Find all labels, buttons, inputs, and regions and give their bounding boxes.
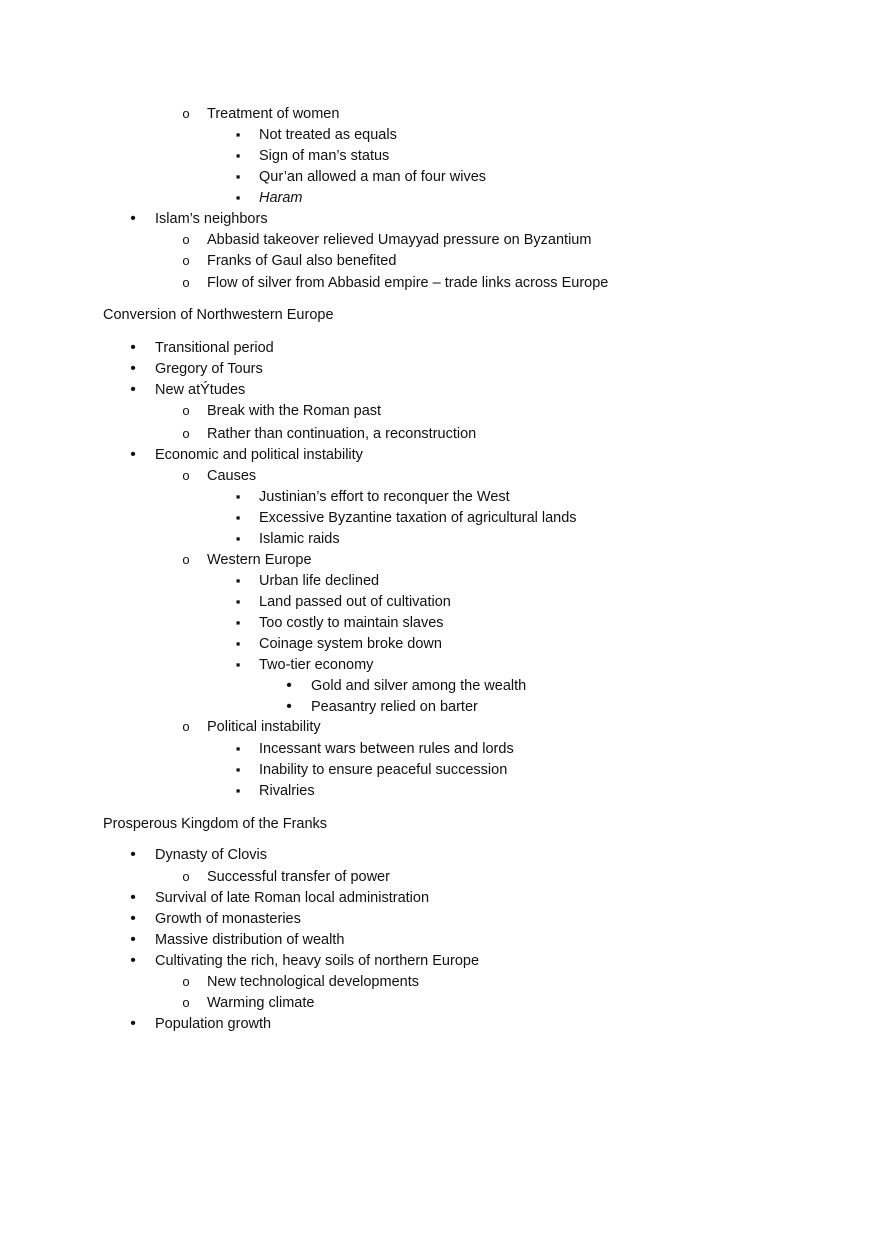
circle-bullet-icon — [179, 467, 193, 485]
square-bullet-icon — [231, 168, 245, 186]
list-item-level3: Urban life declined — [259, 573, 380, 589]
square-bullet-icon — [231, 530, 245, 548]
circle-bullet-icon — [179, 973, 193, 991]
square-bullet-icon — [231, 189, 245, 207]
list-item-level2: Treatment of women — [207, 106, 340, 122]
list-item-level3: Haram — [259, 190, 303, 206]
list-item-level3: Too costly to maintain slaves — [259, 615, 444, 631]
disc-bullet-icon — [126, 952, 140, 970]
list-item-level2: New technological developments — [207, 974, 419, 990]
list-item-level3: Islamic raids — [259, 531, 340, 547]
list-item-level2: Franks of Gaul also benefited — [207, 253, 397, 269]
circle-bullet-icon — [179, 274, 193, 292]
circle-bullet-icon — [179, 994, 193, 1012]
disc-bullet-icon — [282, 698, 296, 716]
list-item-level3: Rivalries — [259, 783, 315, 799]
square-bullet-icon — [231, 656, 245, 674]
list-item-level4: Gold and silver among the wealth — [311, 678, 527, 694]
list-item-level1: Massive distribution of wealth — [155, 932, 345, 948]
square-bullet-icon — [231, 782, 245, 800]
list-item-level2: Political instability — [207, 719, 321, 735]
list-item-level3: Sign of man’s status — [259, 148, 390, 164]
list-item-level1: Economic and political instability — [155, 447, 363, 463]
disc-bullet-icon — [126, 931, 140, 949]
square-bullet-icon — [231, 147, 245, 165]
list-item-level2: Break with the Roman past — [207, 403, 382, 419]
list-item-level1: New atÝtudes — [155, 382, 246, 398]
disc-bullet-icon — [126, 910, 140, 928]
square-bullet-icon — [231, 593, 245, 611]
list-item-level1: Dynasty of Clovis — [155, 847, 268, 863]
circle-bullet-icon — [179, 551, 193, 569]
list-item-level1: Growth of monasteries — [155, 911, 301, 927]
disc-bullet-icon — [126, 846, 140, 864]
list-item-level2: Flow of silver from Abbasid empire – trade links across Europe — [207, 275, 609, 291]
disc-bullet-icon — [126, 360, 140, 378]
list-item-level3: Land passed out of cultivation — [259, 594, 451, 610]
circle-bullet-icon — [179, 105, 193, 123]
list-item-level3: Justinian’s effort to reconquer the West — [259, 489, 510, 505]
disc-bullet-icon — [126, 1015, 140, 1033]
disc-bullet-icon — [126, 210, 140, 228]
list-item-level2: Warming climate — [207, 995, 315, 1011]
list-item-level2: Successful transfer of power — [207, 869, 390, 885]
list-item-level1: Islam’s neighbors — [155, 211, 268, 227]
circle-bullet-icon — [179, 402, 193, 420]
list-item-level1: Transitional period — [155, 340, 274, 356]
circle-bullet-icon — [179, 718, 193, 736]
list-item-level3: Not treated as equals — [259, 127, 397, 143]
disc-bullet-icon — [126, 889, 140, 907]
circle-bullet-icon — [179, 425, 193, 443]
square-bullet-icon — [231, 614, 245, 632]
square-bullet-icon — [231, 761, 245, 779]
list-item-level2: Rather than continuation, a reconstruction — [207, 426, 477, 442]
square-bullet-icon — [231, 126, 245, 144]
disc-bullet-icon — [126, 339, 140, 357]
list-item-level3: Incessant wars between rules and lords — [259, 741, 514, 757]
list-item-level2: Western Europe — [207, 552, 312, 568]
section-heading: Conversion of Northwestern Europe — [103, 307, 334, 323]
list-item-level3: Two-tier economy — [259, 657, 374, 673]
list-item-level4: Peasantry relied on barter — [311, 699, 478, 715]
section-heading: Prosperous Kingdom of the Franks — [103, 816, 328, 832]
list-item-level1: Population growth — [155, 1016, 272, 1032]
list-item-level2: Abbasid takeover relieved Umayyad pressure on Byzantium — [207, 232, 592, 248]
disc-bullet-icon — [126, 446, 140, 464]
square-bullet-icon — [231, 488, 245, 506]
disc-bullet-icon — [282, 677, 296, 695]
list-item-level1: Survival of late Roman local administration — [155, 890, 430, 906]
circle-bullet-icon — [179, 231, 193, 249]
list-item-level3: Qur’an allowed a man of four wives — [259, 169, 487, 185]
square-bullet-icon — [231, 509, 245, 527]
circle-bullet-icon — [179, 868, 193, 886]
list-item-level2: Causes — [207, 468, 257, 484]
list-item-level3: Inability to ensure peaceful succession — [259, 762, 508, 778]
square-bullet-icon — [231, 572, 245, 590]
list-item-level3: Coinage system broke down — [259, 636, 442, 652]
list-item-level1: Gregory of Tours — [155, 361, 263, 377]
list-item-level1: Cultivating the rich, heavy soils of northern Europe — [155, 953, 480, 969]
list-item-level3: Excessive Byzantine taxation of agricultural lands — [259, 510, 577, 526]
square-bullet-icon — [231, 740, 245, 758]
disc-bullet-icon — [126, 381, 140, 399]
circle-bullet-icon — [179, 252, 193, 270]
square-bullet-icon — [231, 635, 245, 653]
